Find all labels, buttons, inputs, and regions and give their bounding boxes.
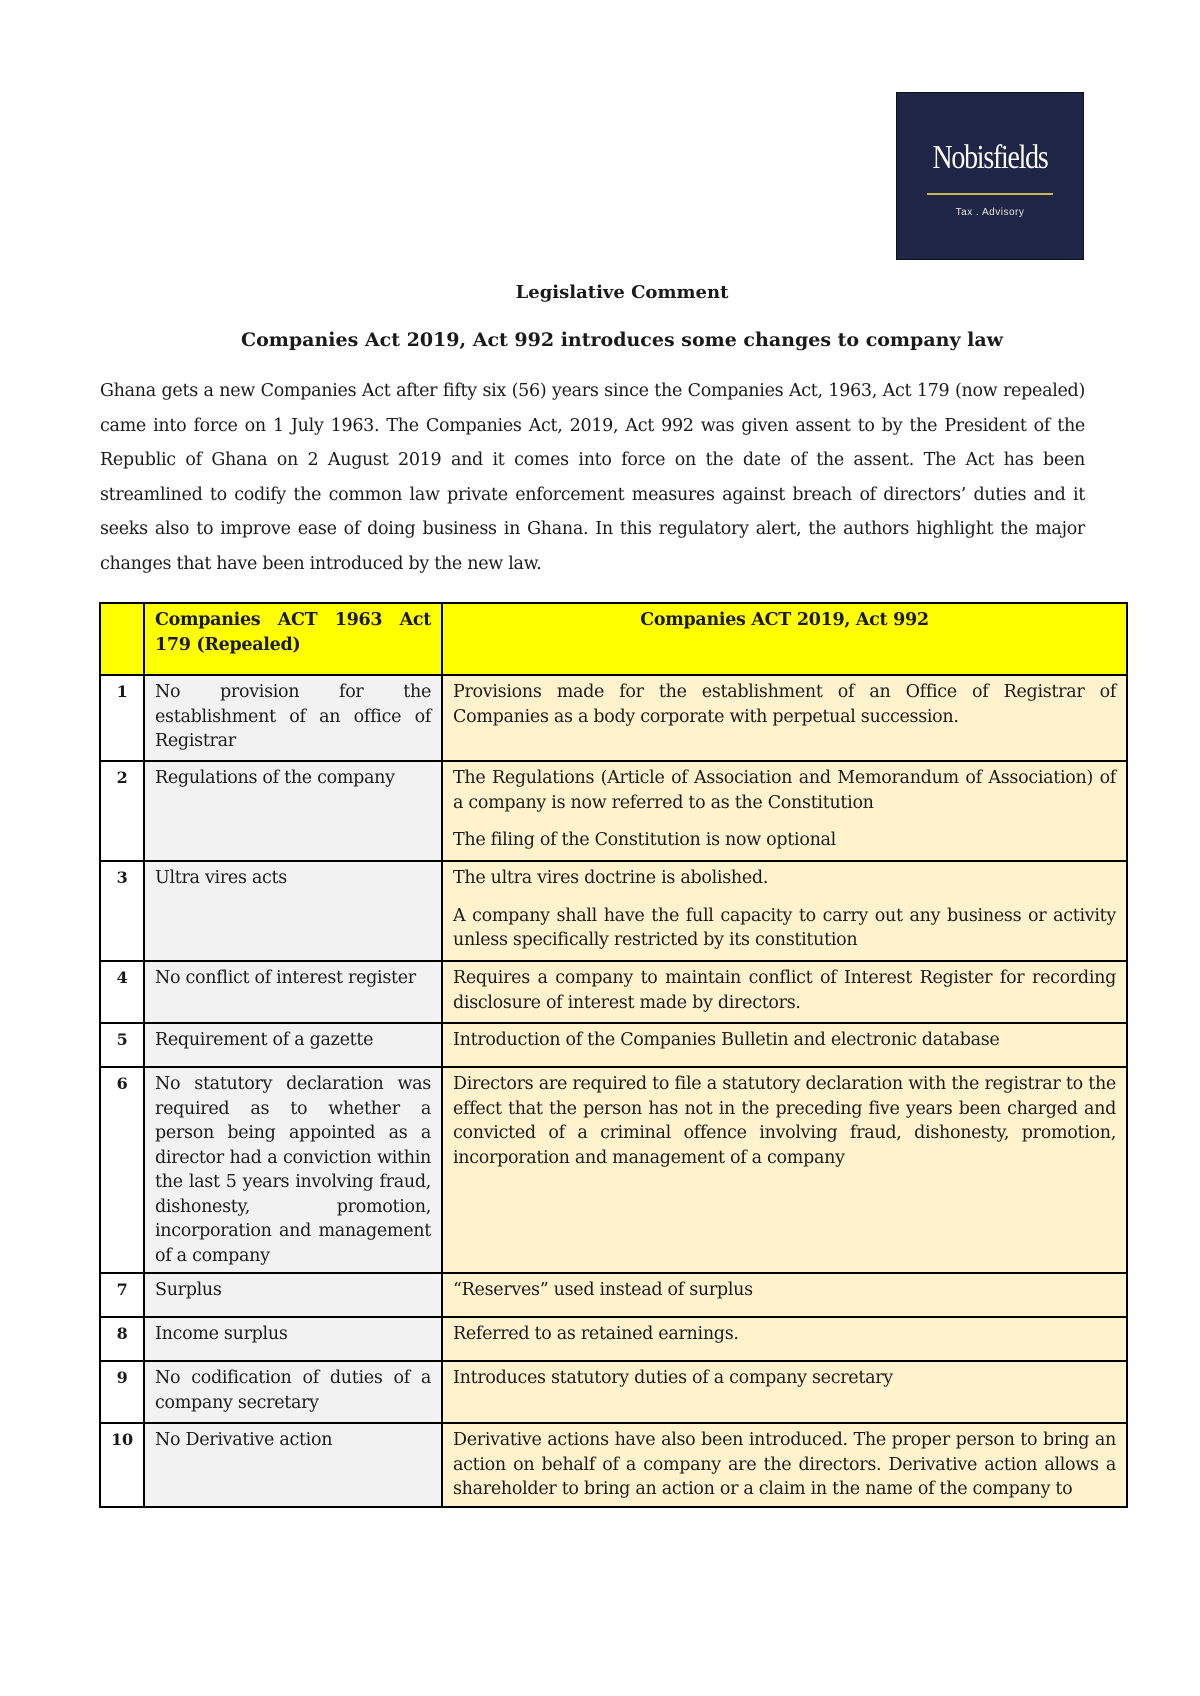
table-row [100, 861, 1127, 961]
header-number-cell [100, 603, 144, 675]
new-act-paragraph: The filing of the Constitution is now optional [453, 830, 836, 850]
new-act-paragraph: The ultra vires doctrine is abolished. [453, 868, 769, 888]
header-old-act: Companies ACT 1963 Act 179 (Repealed) [144, 603, 442, 675]
new-act-cell [442, 675, 1127, 761]
new-act-cell [442, 1023, 1127, 1067]
table-row [100, 1361, 1127, 1423]
row-number: 6 [100, 1067, 144, 1273]
new-act-paragraph: Introduces statutory duties of a company secretary [453, 1368, 893, 1388]
row-number: 9 [100, 1361, 144, 1423]
old-act-cell: Regulations of the company [144, 761, 442, 861]
row-number: 2 [100, 761, 144, 861]
table-row [100, 761, 1127, 861]
row-number: 1 [100, 675, 144, 761]
new-act-paragraph: “Reserves” used instead of surplus [453, 1280, 753, 1300]
old-act-cell: Income surplus [144, 1317, 442, 1361]
old-act-cell: Ultra vires acts [144, 861, 442, 961]
document-heading: Legislative Comment [515, 282, 729, 303]
document-subheading: Companies Act 2019, Act 992 introduces some changes to company law [240, 329, 1003, 351]
new-act-paragraph: Introduction of the Companies Bulletin and electronic database [453, 1030, 1000, 1050]
old-act-cell: No provision for the establishment of an office of Registrar [144, 675, 442, 761]
row-number: 3 [100, 861, 144, 961]
new-act-cell [442, 761, 1127, 861]
table-header-row [100, 603, 1127, 675]
row-number: 5 [100, 1023, 144, 1067]
new-act-paragraph: Provisions made for the establishment of an Office of Registrar of Companies as a body corporate with perpetual succession. [453, 682, 1116, 727]
row-number: 4 [100, 961, 144, 1023]
new-act-cell [442, 1317, 1127, 1361]
table-row [100, 1423, 1127, 1507]
new-act-cell [442, 1273, 1127, 1317]
table-row [100, 1273, 1127, 1317]
new-act-paragraph: Directors are required to file a statutory declaration with the registrar to the effect that the person has not in the preceding five years been charged and convicted of a criminal offence involving fraud, dishonesty, promotion, incorporation and management of a company [453, 1074, 1116, 1168]
company-logo [896, 92, 1084, 260]
logo-name: Nobisfields [932, 139, 1048, 176]
old-act-cell: No codification of duties of a company secretary [144, 1361, 442, 1423]
new-act-paragraph: Requires a company to maintain conflict of Interest Register for recording disclosure of interest made by directors. [453, 968, 1116, 1013]
old-act-cell: Surplus [144, 1273, 442, 1317]
new-act-cell [442, 1361, 1127, 1423]
header-new-act: Companies ACT 2019, Act 992 [442, 603, 1127, 675]
old-act-cell: Requirement of a gazette [144, 1023, 442, 1067]
new-act-cell [442, 1067, 1127, 1273]
old-act-cell: No statutory declaration was required as to whether a person being appointed as a director had a conviction within the last 5 years involving fraud, dishonesty, promotion, incorporation and management of a company [144, 1067, 442, 1273]
comparison-table [99, 602, 1128, 1508]
old-act-cell: No conflict of interest register [144, 961, 442, 1023]
logo-tagline: Tax . Advisory [955, 207, 1025, 218]
new-act-cell [442, 961, 1127, 1023]
new-act-paragraph: The Regulations (Article of Association and Memorandum of Association) of a company is now referred to as the Constitution [453, 768, 1116, 813]
row-number: 7 [100, 1273, 144, 1317]
table-row [100, 675, 1127, 761]
intro-paragraph: Ghana gets a new Companies Act after fifty six (56) years since the Companies Act, 1963, Act 179 (now repealed) came into force on 1 July 1963. The Companies Act, 2019, Act 992 was given assent to by the President of the Republic of Ghana on 2 August 2019 and it comes into force on the date of the assent. The Act has been streamlined to codify the common law private enforcement measures against breach of directors’ duties and it seeks also to improve ease of doing business in Ghana. In this regulatory alert, the authors highlight the major changes that have been introduced by the new law. [100, 381, 1085, 574]
table-row [100, 961, 1127, 1023]
row-number: 8 [100, 1317, 144, 1361]
logo-divider [927, 193, 1053, 195]
table-row [100, 1317, 1127, 1361]
row-number: 10 [100, 1423, 144, 1507]
old-act-cell: No Derivative action [144, 1423, 442, 1507]
new-act-cell [442, 1423, 1127, 1507]
new-act-paragraph: Referred to as retained earnings. [453, 1324, 739, 1344]
table-row [100, 1023, 1127, 1067]
new-act-paragraph: A company shall have the full capacity to carry out any business or activity unless specifically restricted by its constitution [453, 905, 1116, 950]
new-act-cell [442, 861, 1127, 961]
new-act-paragraph: Derivative actions have also been introduced. The proper person to bring an action on behalf of a company are the directors. Derivative action allows a shareholder to bring an action or a claim in the name of the company to [453, 1430, 1116, 1499]
table-row [100, 1067, 1127, 1273]
